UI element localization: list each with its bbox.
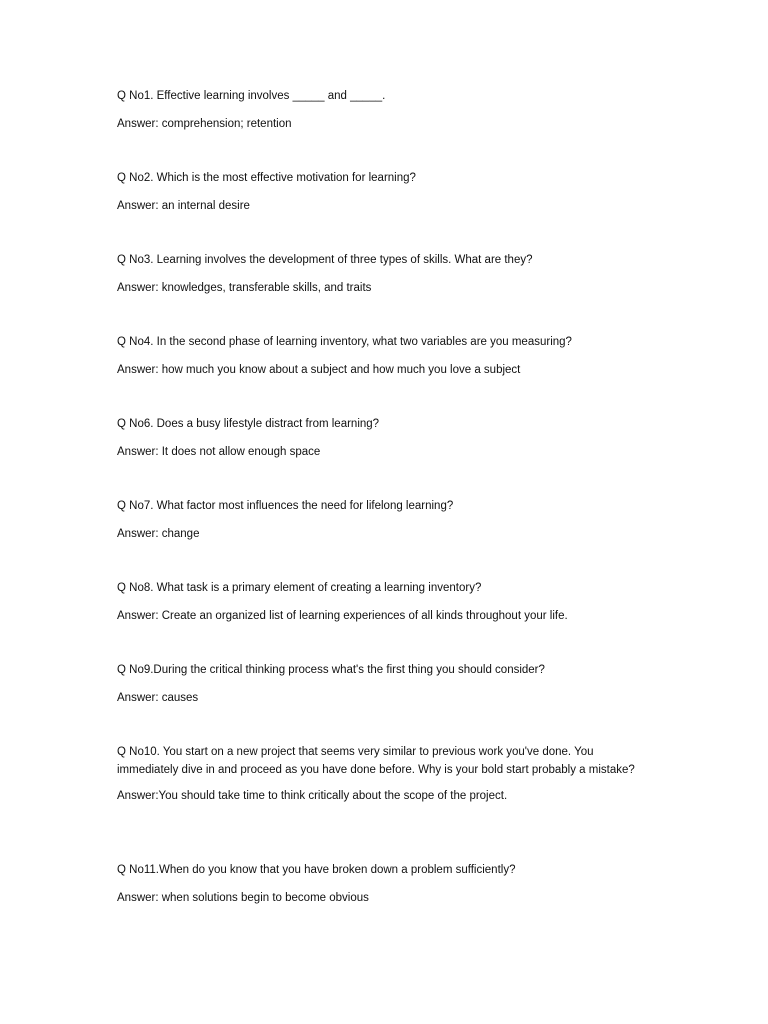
answer-10: Answer:You should take time to think critically about the scope of the project. [117,790,508,802]
question-9: Q No9.During the critical thinking process what's the first thing you should consider? [117,664,545,676]
qa-item-4 [117,333,637,379]
question-2: Q No2. Which is the most effective motivation for learning? [117,172,416,184]
answer-1: Answer: comprehension; retention [117,118,292,130]
qa-item-10 [117,743,647,805]
question-8: Q No8. What task is a primary element of creating a learning inventory? [117,582,482,594]
qa-item-1 [117,87,637,133]
question-3: Q No3. Learning involves the development of three types of skills. What are they? [117,254,533,266]
qa-item-8 [117,579,637,625]
answer-2: Answer: an internal desire [117,200,250,212]
question-1: Q No1. Effective learning involves _____ and _____. [117,90,386,102]
question-4: Q No4. In the second phase of learning inventory, what two variables are you measuring? [117,336,572,348]
question-7: Q No7. What factor most influences the need for lifelong learning? [117,500,454,512]
answer-7: Answer: change [117,528,200,540]
answer-9: Answer: causes [117,692,199,704]
question-10: Q No10. You start on a new project that seems very similar to previous work you've done. You immediately dive in and proceed as you have done before. Why is your bold start probably a mistake? [117,746,635,776]
answer-3: Answer: knowledges, transferable skills, and traits [117,282,372,294]
answer-8: Answer: Create an organized list of learning experiences of all kinds throughout your life. [117,610,568,622]
qa-item-6 [117,415,637,461]
question-11: Q No11.When do you know that you have broken down a problem sufficiently? [117,864,516,876]
question-6: Q No6. Does a busy lifestyle distract from learning? [117,418,380,430]
qa-item-7 [117,497,637,543]
answer-11: Answer: when solutions begin to become obvious [117,892,369,904]
qa-item-3 [117,251,637,297]
qa-item-11 [117,861,637,907]
answer-6: Answer: It does not allow enough space [117,446,321,458]
answer-4: Answer: how much you know about a subject and how much you love a subject [117,364,521,376]
qa-item-2 [117,169,637,215]
qa-item-9 [117,661,637,707]
